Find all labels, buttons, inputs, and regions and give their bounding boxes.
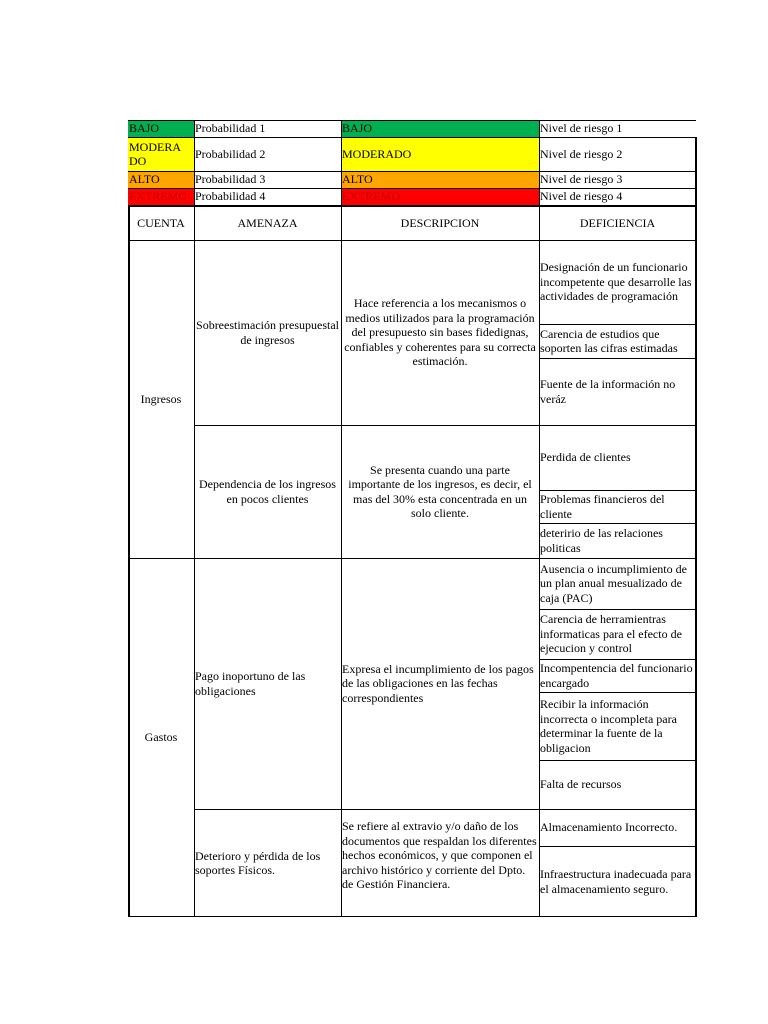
legend-nivel-3: Nivel de riesgo 3 <box>540 172 623 187</box>
deficiencia-item: Perdida de clientes <box>540 450 631 465</box>
legend-nivel-4: Nivel de riesgo 4 <box>540 189 623 204</box>
deficiencia-item: Fuente de la información no veráz <box>540 377 676 406</box>
grid-line <box>128 206 130 917</box>
legend-nivel-2: Nivel de riesgo 2 <box>540 146 623 161</box>
deficiencia-item: Problemas financieros del cliente <box>540 492 665 521</box>
legend-cat-extremo: EXTREMO <box>341 188 539 205</box>
header-deficiencia: DEFICIENCIA <box>579 215 656 230</box>
descripcion-pago-inoportuno: Expresa el incumplimiento de los pagos de las obligaciones en las fechas correspondientes <box>342 661 534 705</box>
legend-level-extremo: EXTREMO <box>128 188 194 205</box>
legend-cat-moderado: MODERADO <box>341 137 539 171</box>
legend-cat-alto: ALTO <box>341 171 539 188</box>
deficiencia-item: Carencia de estudios que soporten las cifras estimadas <box>540 326 678 355</box>
grid-line <box>539 659 696 660</box>
grid-line <box>128 916 696 917</box>
amenaza-pago-inoportuno: Pago inoportuno de las obligaciones <box>195 669 306 698</box>
deficiencia-item: Ausencia o incumplimiento de un plan anual mesualizado de caja (PAC) <box>540 561 687 605</box>
grid-line <box>341 120 342 917</box>
grid-line <box>539 324 696 325</box>
legend-nivel-1: Nivel de riesgo 1 <box>540 121 623 136</box>
legend-level-alto: ALTO <box>128 171 194 188</box>
grid-line <box>695 137 697 917</box>
grid-line <box>128 120 696 121</box>
grid-line <box>128 558 696 559</box>
legend-cat-bajo: BAJO <box>341 120 539 137</box>
grid-line <box>539 846 696 847</box>
cuenta-gastos: Gastos <box>144 730 178 745</box>
header-descripcion: DESCRIPCION <box>400 215 480 230</box>
grid-line <box>539 120 540 917</box>
deficiencia-item: Infraestructura inadecuada para el almacenamiento seguro. <box>540 867 692 896</box>
grid-line <box>128 240 696 241</box>
legend-prob-1: Probabilidad 1 <box>195 121 266 136</box>
grid-line <box>539 358 696 359</box>
legend-prob-4: Probabilidad 4 <box>195 189 266 204</box>
grid-line <box>194 120 195 917</box>
header-cuenta: CUENTA <box>137 215 185 230</box>
grid-line <box>128 205 696 207</box>
legend-prob-2: Probabilidad 2 <box>195 146 266 161</box>
descripcion-sobreestimacion: Hace referencia a los mecanismos o medios utilizados para la programación del presupuesto sin bases fidedignas, confiables y coherentes para su correcta estimación. <box>344 296 536 369</box>
grid-line <box>128 171 696 172</box>
amenaza-dependencia: Dependencia de los ingresos en pocos clientes <box>199 477 336 506</box>
grid-line <box>194 425 696 426</box>
grid-line <box>194 809 696 810</box>
deficiencia-item: deteririo de las relaciones politicas <box>540 526 663 555</box>
deficiencia-item: Falta de recursos <box>540 777 622 792</box>
deficiencia-item: Carencia de herramientras informaticas para el efecto de ejecucion y control <box>540 612 682 656</box>
legend-level-bajo: BAJO <box>128 120 194 137</box>
grid-line <box>128 188 696 189</box>
legend-level-moderado: MODERA DO <box>128 137 194 171</box>
deficiencia-item: Designación de un funcionario incompetente que desarrolle las actividades de programación <box>540 260 692 304</box>
cuenta-ingresos: Ingresos <box>140 391 182 406</box>
descripcion-deterioro: Se refiere al extravio y/o daño de los documentos que respaldan los diferentes hechos económicos, y que componen el archivo histórico y corriente del Dpto. de Gestión Financiera. <box>342 819 537 891</box>
descripcion-dependencia: Se presenta cuando una parte importante de los ingresos, es decir, el mas del 30% esta concentrada en un solo cliente. <box>348 462 532 520</box>
grid-line <box>128 137 696 138</box>
deficiencia-item: Recibir la información incorrecta o incompleta para determinar la fuente de la obligacion <box>540 697 677 755</box>
grid-line <box>539 523 696 524</box>
grid-line <box>539 692 696 693</box>
amenaza-sobreestimacion: Sobreestimación presupuestal de ingresos <box>196 318 339 347</box>
amenaza-deterioro: Deterioro y pérdida de los soportes Físicos. <box>195 848 321 877</box>
header-amenaza: AMENAZA <box>237 215 298 230</box>
deficiencia-item: Almacenamiento Incorrecto. <box>540 820 678 835</box>
grid-line <box>539 760 696 761</box>
grid-line <box>539 490 696 491</box>
legend-prob-3: Probabilidad 3 <box>195 172 266 187</box>
grid-line <box>539 609 696 610</box>
deficiencia-item: Incompentencia del funcionario encargado <box>540 661 693 690</box>
